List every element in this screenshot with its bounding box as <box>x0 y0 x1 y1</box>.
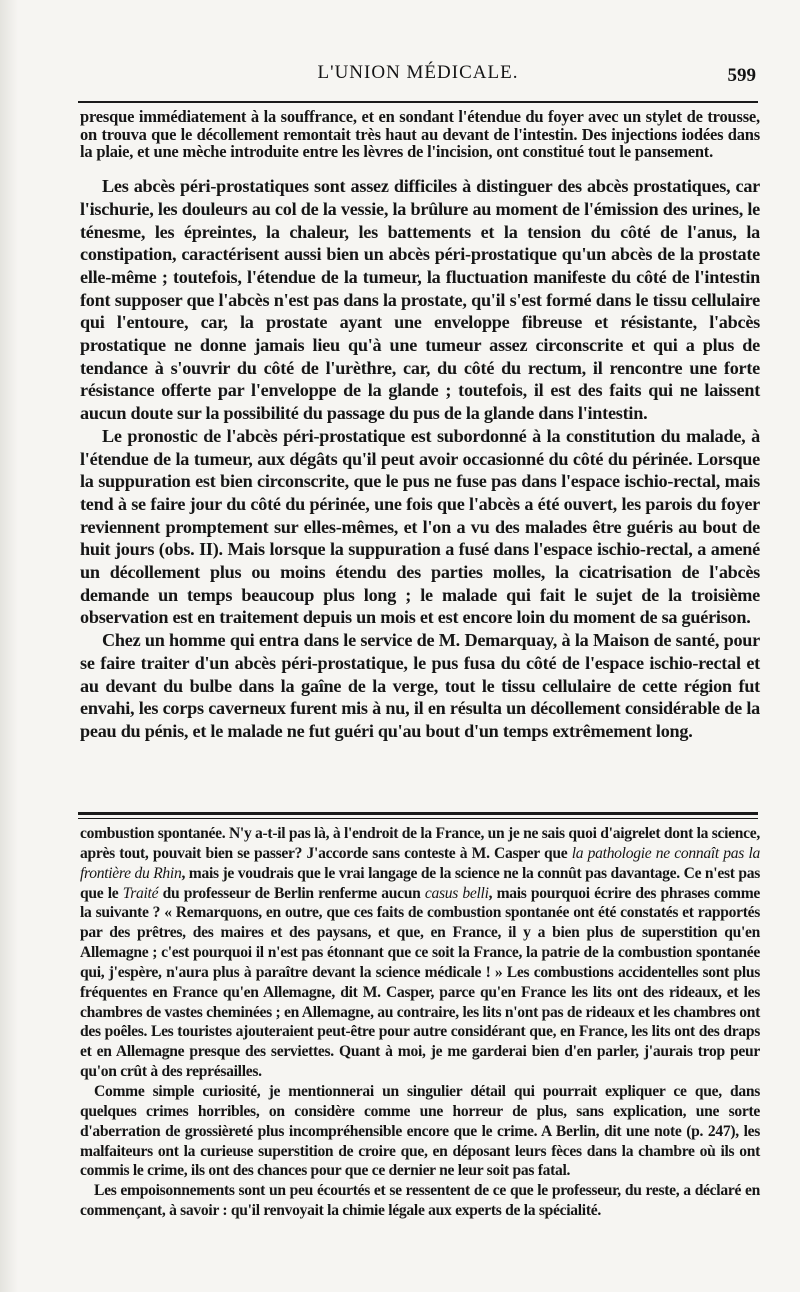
scan-edge <box>0 0 18 1292</box>
feuilleton-rule-thick <box>78 812 758 815</box>
italic-run: Traité <box>122 884 159 902</box>
main-text <box>80 108 760 743</box>
feuilleton-paragraph-poisoning: Les empoisonnements sont un peu écourtés et se ressentent de ce que le professeur, du reste, a déclaré en commençant, à savoir : qu'il renvoyait la chimie légale aux experts de la spécialité. <box>80 1182 760 1220</box>
text-run: , mais pourquoi écrire des phrases comme la suivante ? « Remarquons, en outre, que ces faits de combustion spontanée ont été constatés et rapportés par des prêtres, des maires et des paysans, et que, en France, il y a bien plus de superstition qu'en Allemagne ; c'est pourquoi il n'est pas étonnant que ce soit la France, la patrie de la combustion spontanée qui, j'espère, n'aura plus à paraître devant la science médicale ! » Les combustions accidentelles sont plus fréquentes en France qu'en Allemagne, dit M. Casper, parce qu'en France les lits ont des rideaux, et les chambres de vastes cheminées ; en Allemagne, au contraire, les lits n'ont pas de rideaux et les chambres ont des poêles. Les touristes ajouteraient peut-être pour autre considérant que, en France, les lits ont des draps et en Allemagne presque des serviettes. Quant à moi, je me garderai bien d'en parler, j'aurais trop peur qu'on crût à des représailles. <box>80 884 760 1081</box>
running-title: L'UNION MÉDICALE. <box>317 62 519 83</box>
feuilleton-text <box>80 824 760 1221</box>
feuilleton-paragraph-curiosity: Comme simple curiosité, je mentionnerai un singulier détail qui pourrait expliquer ce que, dans quelques crimes horribles, on considère comme une horreur de plus, sans explication, une sorte d'aberration de grossièreté plus incompréhensible encore que le crime. A Berlin, dit une note (p. 247), les malfaiteurs ont la curieuse superstition de croire que, en déposant leurs fèces dans la chambre où ils ont commis le crime, ils ont des chances pour que ce dernier ne leur soit pas fatal. <box>80 1082 760 1180</box>
page-number: 599 <box>727 65 756 86</box>
text-run: du professeur de Berlin renferme aucun <box>158 884 425 902</box>
page-header <box>80 62 756 92</box>
paragraph-continuation: presque immédiatement à la souffrance, et en sondant l'étendue du foyer avec un stylet de trousse, on trouva que le décollement remontait très haut au devant de l'intestin. Des injections iodées dans la plaie, et une mèche introduite entre les lèvres de l'incision, ont constitué tout le pansement. <box>80 107 760 162</box>
italic-run: casus belli <box>424 884 489 902</box>
header-rule <box>78 101 758 103</box>
feuilleton-paragraph-combustion <box>80 824 760 1082</box>
italic-run: la pathologie ne connaît pas la frontière du Rhin <box>80 844 760 882</box>
text-run: , mais je voudrais que le vrai langage de la science ne la connût pas davantage. Ce n'est pas que le <box>80 864 761 902</box>
feuilleton-rule-thin <box>78 818 758 819</box>
paragraph-prognosis: Le pronostic de l'abcès péri-prostatique est subordonné à la constitution du malade, à l'étendue de la tumeur, aux dégâts qu'il peut avoir occasionné du côté du périnée. Lorsque la suppuration est bien circonscrite, que le pus ne fuse pas dans l'espace ischio-rectal, mais tend à se faire jour du côté du périnée, une fois que l'abcès a été ouvert, les parois du foyer reviennent promptement sur elles-mêmes, et l'on a vu des malades être guéris au bout de huit jours (obs. II). Mais lorsque la suppuration a fusé dans l'espace ischio-rectal, a amené un décollement plus ou moins étendu des parties molles, la cicatrisation de l'abcès demande un temps beaucoup plus long ; le malade qui fait le sujet de la troisième observation est en traitement depuis un mois et est encore loin du moment de sa guérison. <box>80 425 760 628</box>
text-run: combustion spontanée. N'y a-t-il pas là, à l'endroit de la France, un je ne sais quoi d'aigrelet dont la science, après tout, pouvait bien se passer? J'accorde sans conteste à M. Casper que <box>80 825 760 862</box>
paragraph-diagnosis: Les abcès péri-prostatiques sont assez difficiles à distinguer des abcès prostatiques, car l'ischurie, les douleurs au col de la vessie, la brûlure au moment de l'émission des urines, le ténesme, les épreintes, la chaleur, les battements et la tension du côté de l'anus, la constipation, caractérisent aussi bien un abcès péri-prostatique qu'un abcès de la prostate elle-même ; toutefois, l'étendue de la tumeur, la fluctuation manifeste du côté de l'intestin font supposer que l'abcès n'est pas dans la prostate, qu'il s'est formé dans le tissu cellulaire qui l'entoure, car, la prostate ayant une enveloppe fibreuse et résistante, l'abcès prostatique ne donne jamais lieu qu'à une tumeur assez circonscrite et qui a plus de tendance à s'ouvrir du côté de l'urèthre, car, du côté du rectum, il rencontre une forte résistance offerte par l'enveloppe de la glande ; toutefois, il est des faits qui ne laissent aucun doute sur la possibilité du passage du pus de la glande dans l'intestin. <box>80 176 760 424</box>
paragraph-case: Chez un homme qui entra dans le service de M. Demarquay, à la Maison de santé, pour se faire traiter d'un abcès péri-prostatique, le pus fusa du côté de l'espace ischio-rectal et au devant du bulbe dans la gaîne de la verge, tout le tissu cellulaire de cette région fut envahi, les corps caverneux furent mis à nu, il en résulta un décollement considérable de la peau du pénis, et le malade ne fut guéri qu'au bout d'un temps extrêmement long. <box>80 630 760 741</box>
